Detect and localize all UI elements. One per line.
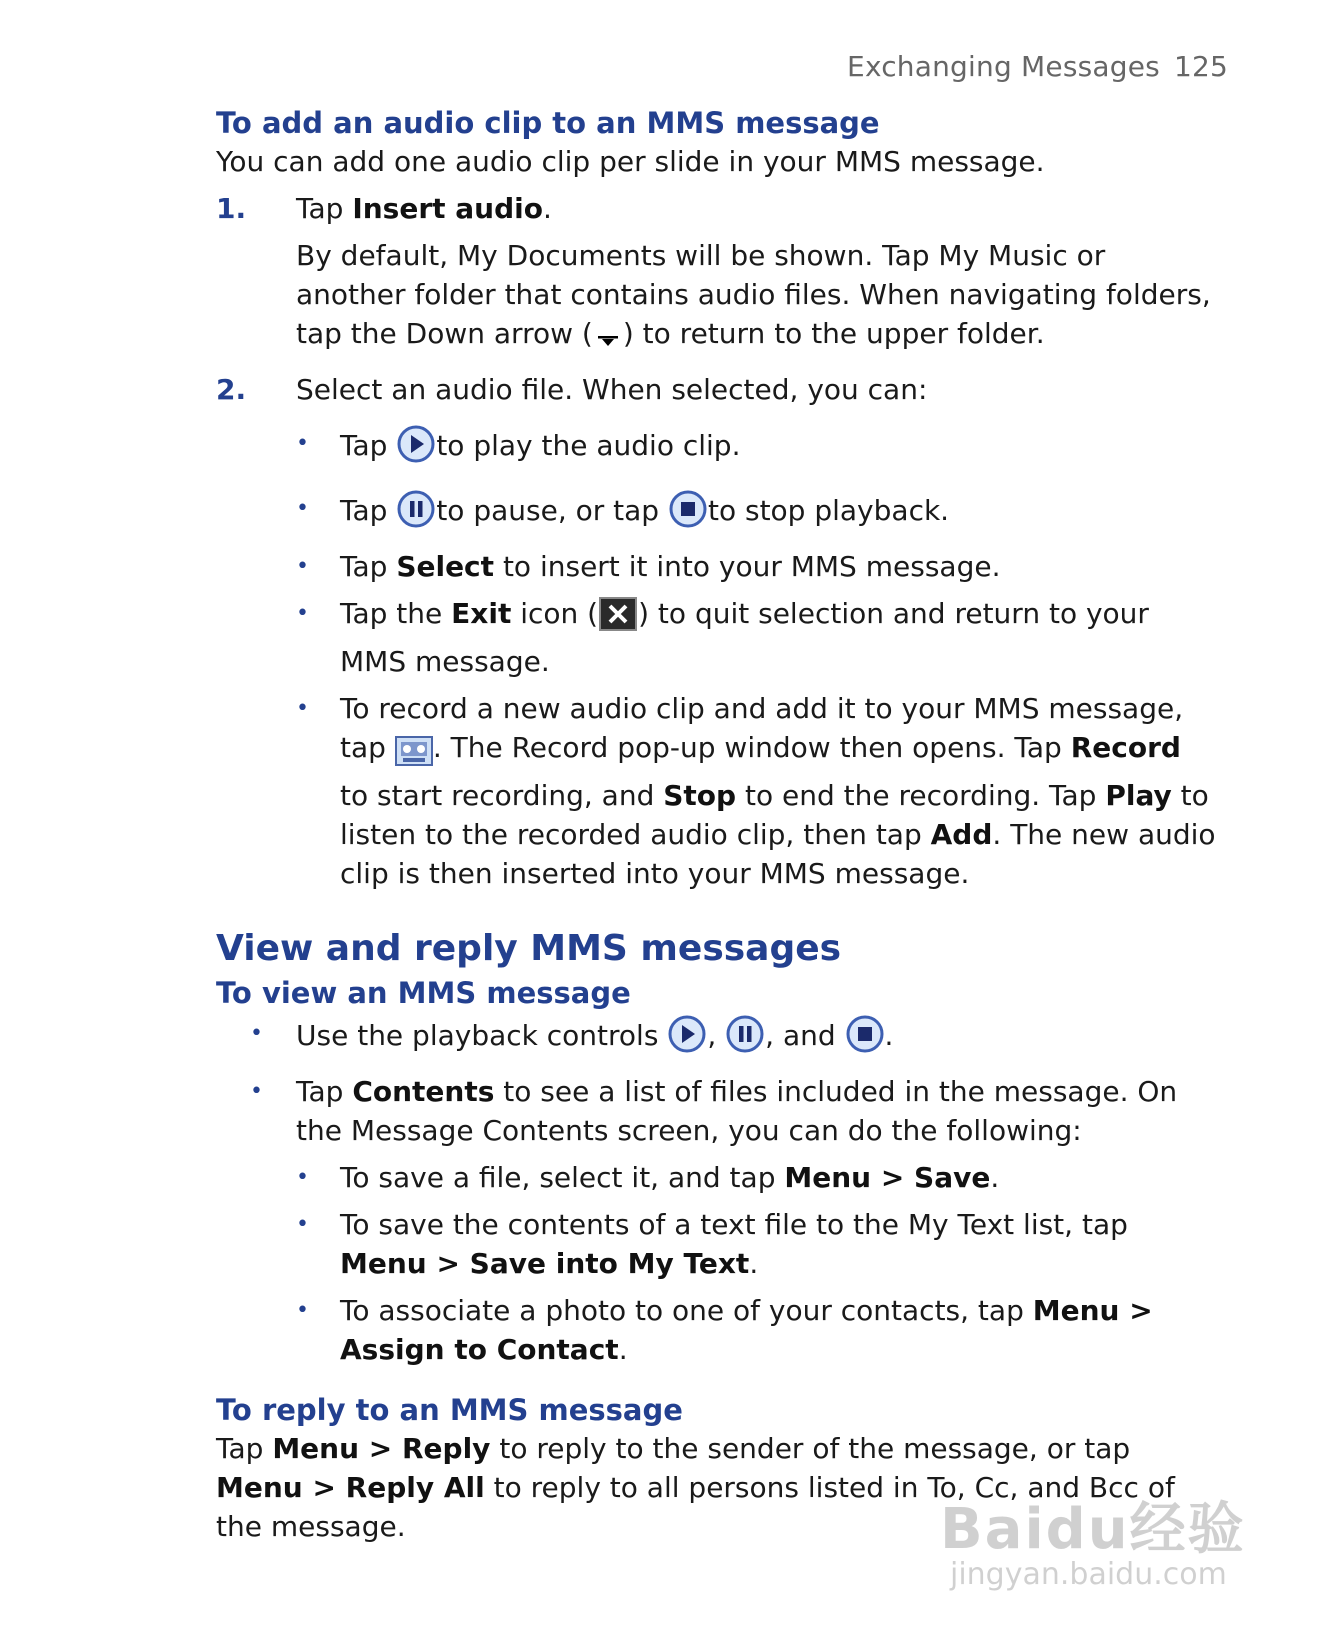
bullet-dot: • [296,1298,309,1323]
reply-heading: To reply to an MMS message [216,1393,683,1427]
insert-audio-label: Insert audio [352,192,543,225]
select-text-a: Tap [340,550,397,583]
view-reply-title: View and reply MMS messages [216,928,842,969]
bullet-contents [216,1072,1216,1150]
stop-label: Stop [663,779,737,812]
watermark-url: jingyan.baidu.com [950,1557,1227,1592]
bullet-dot: • [250,1079,263,1104]
bullet-pause-stop [216,489,1216,539]
record-text-d: to start recording, and [340,779,664,812]
play-label: Play [1105,779,1172,812]
menu-save-label: Menu > Save [784,1161,991,1194]
bullet-record [216,689,1216,893]
view-heading: To view an MMS message [216,976,631,1010]
reply-text-c: to reply to the sender of the message, or tap [490,1432,1131,1465]
step-1-number: 1. [216,192,247,225]
bullet-dot: • [250,1021,263,1046]
bullet-dot: • [296,1212,309,1237]
assign-text-c: . [618,1333,628,1366]
bullet-save [216,1158,1216,1197]
menu-reply-all-label: Menu > Reply All [216,1471,485,1504]
step-1-detail-a: By default, My Documents will be shown. Tap My Music or another folder that contains audio files. When navigating folders, tap the Down arrow ( [296,239,1211,350]
save-text-c: . [990,1161,1000,1194]
contents-label: Contents [352,1075,495,1108]
record-text-b: . The Record pop-up window then opens. Tap [432,731,1071,764]
audio-intro: You can add one audio clip per slide in your MMS message. [216,145,1045,178]
bullet-play [216,424,1216,474]
page-content [216,104,1216,1546]
step-2-number: 2. [216,373,247,406]
bullet-save-text [216,1205,1216,1283]
exit-text-c: icon ( [511,597,599,630]
save-text-text-c: . [749,1247,759,1280]
play-text-b: to play the audio clip. [436,429,741,462]
menu-save-into-my-text-label: Menu > Save into My Text [340,1247,750,1280]
playback-text-d: . [884,1019,894,1052]
reply-paragraph [216,1429,1216,1546]
bullet-exit [216,594,1216,681]
bullet-playback [216,1014,1216,1064]
play-text-a: Tap [340,429,397,462]
playback-text-c: , and [765,1019,845,1052]
record-text-a: To record a new audio clip and add it to your MMS message, tap [340,692,1184,764]
step-1-detail [216,236,1216,362]
add-label: Add [930,818,993,851]
pause-text-b: to pause, or tap [436,494,668,527]
bullet-dot: • [296,696,309,721]
exit-label: Exit [451,597,512,630]
pause-icon [725,1014,765,1064]
stop-icon [668,489,708,539]
down-arrow-icon [593,323,623,362]
running-head [847,50,1228,83]
step-1 [216,189,1216,228]
section-title: Exchanging Messages [847,50,1160,83]
select-label: Select [396,550,495,583]
stop-icon [845,1014,885,1064]
play-icon [396,424,436,474]
record-label: Record [1070,731,1181,764]
bullet-dot: • [296,431,309,456]
playback-text-a: Use the playback controls [296,1019,668,1052]
bullet-select [216,547,1216,586]
bullet-assign [216,1291,1216,1369]
contents-text-a: Tap [296,1075,353,1108]
record-text-h: to listen to the recorded audio clip, then tap [340,779,1209,851]
bullet-dot: • [296,601,309,626]
watermark-brand: Baidu经验 [940,1497,1246,1562]
step-1-detail-b: ) to return to the upper folder. [622,317,1045,350]
bullet-dot: • [296,554,309,579]
step-2-text: Select an audio file. When selected, you can: [296,373,928,406]
save-text-a: To save a file, select it, and tap [340,1161,785,1194]
exit-text-d: ) to quit selection and return to your MMS message. [340,597,1149,678]
pause-text-c: to stop playback. [707,494,950,527]
play-icon [667,1014,707,1064]
playback-text-b: , [707,1019,726,1052]
menu-assign-to-contact-label: Menu > Assign to Contact [340,1294,1153,1366]
assign-text-a: To associate a photo to one of your contacts, tap [340,1294,1033,1327]
menu-reply-label: Menu > Reply [272,1432,491,1465]
audio-heading: To add an audio clip to an MMS message [216,106,880,140]
bullet-dot: • [296,496,309,521]
reply-text-a: Tap [216,1432,273,1465]
record-icon [395,736,433,776]
page-number: 125 [1173,50,1228,83]
step-1-end: . [542,192,552,225]
pause-icon [396,489,436,539]
record-text-f: to end the recording. Tap [736,779,1106,812]
step-1-text: Tap [296,192,353,225]
bullet-dot: • [296,1165,309,1190]
exit-icon [598,596,638,642]
exit-text-a: Tap the [340,597,452,630]
select-text-c: to insert it into your MMS message. [494,550,1001,583]
contents-text-c: to see a list of files included in the message. On the Message Contents screen, you can do the following: [296,1075,1178,1147]
record-text-j: . The new audio clip is then inserted into your MMS message. [340,818,1216,890]
reply-text-e: to reply to all persons listed in To, Cc, and Bcc of the message. [216,1471,1175,1543]
step-2 [216,370,1216,409]
pause-text-a: Tap [340,494,397,527]
save-text-text-a: To save the contents of a text file to the My Text list, tap [340,1208,1128,1241]
